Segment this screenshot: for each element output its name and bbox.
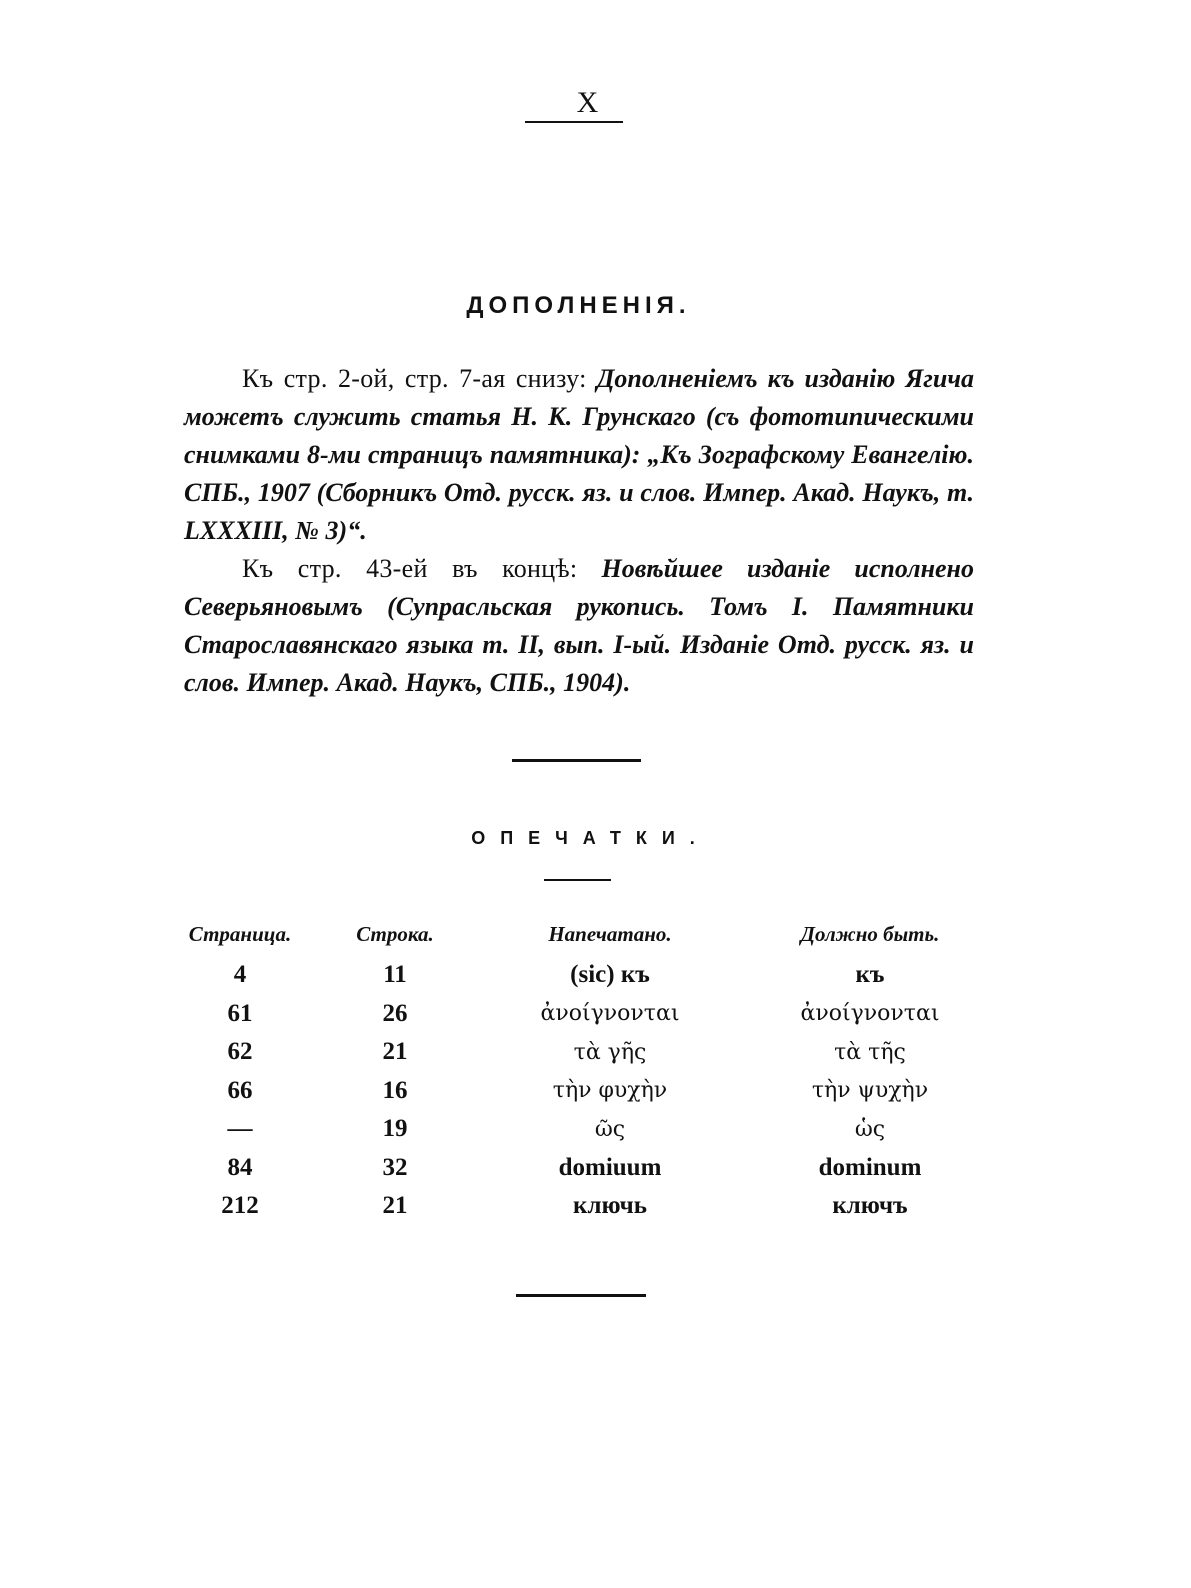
cell-page: 61 <box>227 999 253 1027</box>
cell-line: 26 <box>382 999 408 1027</box>
cell-correct: ἀνοίγνονται <box>800 1001 940 1027</box>
cell-page: 4 <box>233 961 247 989</box>
column-header-page: Страница. <box>188 921 292 946</box>
cell-correct: τὰ τῆς <box>834 1039 906 1065</box>
cell-correct: τὴν ψυχὴν <box>811 1078 929 1104</box>
cell-printed: τὴν φυχὴν <box>552 1078 668 1104</box>
cell-correct: dominum <box>818 1153 922 1181</box>
cell-printed: ἀνοίγνονται <box>540 1001 680 1027</box>
column-header-correct: Должно быть. <box>800 921 940 946</box>
cell-page: — <box>227 1115 253 1143</box>
column-header-line: Строка. <box>356 921 434 946</box>
cell-line: 16 <box>382 1076 408 1104</box>
cell-printed: domiuum <box>558 1153 662 1181</box>
column-header-printed: Напечатано. <box>548 921 672 946</box>
table-row <box>170 1187 1000 1226</box>
table-row <box>170 1072 1000 1111</box>
cell-page: 212 <box>221 1192 259 1220</box>
errata-heading-rule <box>544 879 611 881</box>
supplement-text: Новѣйшее изданіе исполнено Северьяновымъ (Супрасльская рукопись. Томъ I. Памятники Старославянскаго языка т. II, вып. I-ый. Изданіе Отд. русск. яз. и слов. Импер. Акад. Наукъ, СПБ., 1904). <box>184 554 974 697</box>
errata-header-row <box>170 912 1000 956</box>
supplement-paragraph <box>184 360 974 550</box>
errata-heading: ОПЕЧАТКИ. <box>471 828 710 848</box>
supplement-paragraph <box>184 550 974 702</box>
cell-printed: ключь <box>573 1192 647 1220</box>
errata-table <box>170 912 1000 1226</box>
cell-line: 32 <box>382 1153 408 1181</box>
cell-printed: τὰ γῆς <box>573 1039 647 1065</box>
cell-correct: къ <box>855 961 885 989</box>
cell-correct: ключъ <box>832 1192 908 1220</box>
table-row <box>170 1149 1000 1188</box>
closing-rule <box>516 1294 646 1297</box>
cell-line: 19 <box>382 1115 408 1143</box>
cell-page: 66 <box>227 1076 253 1104</box>
cell-line: 21 <box>382 1192 408 1220</box>
section-divider <box>512 759 641 762</box>
cell-printed: (sic) къ <box>570 961 650 989</box>
table-row <box>170 995 1000 1034</box>
cell-printed: ῶς <box>594 1116 626 1142</box>
cell-line: 11 <box>383 961 407 989</box>
supplement-reference: Къ стр. 43-ей въ концѣ: <box>242 554 578 583</box>
supplements-heading: ДОПОЛНЕНІЯ. <box>466 292 691 319</box>
cell-page: 62 <box>227 1038 253 1066</box>
cell-page: 84 <box>227 1153 253 1181</box>
cell-line: 21 <box>382 1038 408 1066</box>
supplement-reference: Къ стр. 2-ой, стр. 7-ая снизу: <box>242 364 587 393</box>
cell-correct: ὡς <box>854 1116 886 1142</box>
table-row <box>170 956 1000 995</box>
header-rule <box>525 121 623 123</box>
supplement-text: Дополненіемъ къ изданію Ягича можетъ служить статья Н. К. Грунскаго (съ фототипическими снимками 8-ми страницъ памятника): „Къ Зографскому Евангелію. СПБ., 1907 (Сборникъ Отд. русск. яз. и слов. Импер. Акад. Наукъ, т. LXXXIII, № 3)“. <box>184 364 975 545</box>
table-row <box>170 1033 1000 1072</box>
page-number: X <box>576 86 599 119</box>
table-row <box>170 1110 1000 1149</box>
